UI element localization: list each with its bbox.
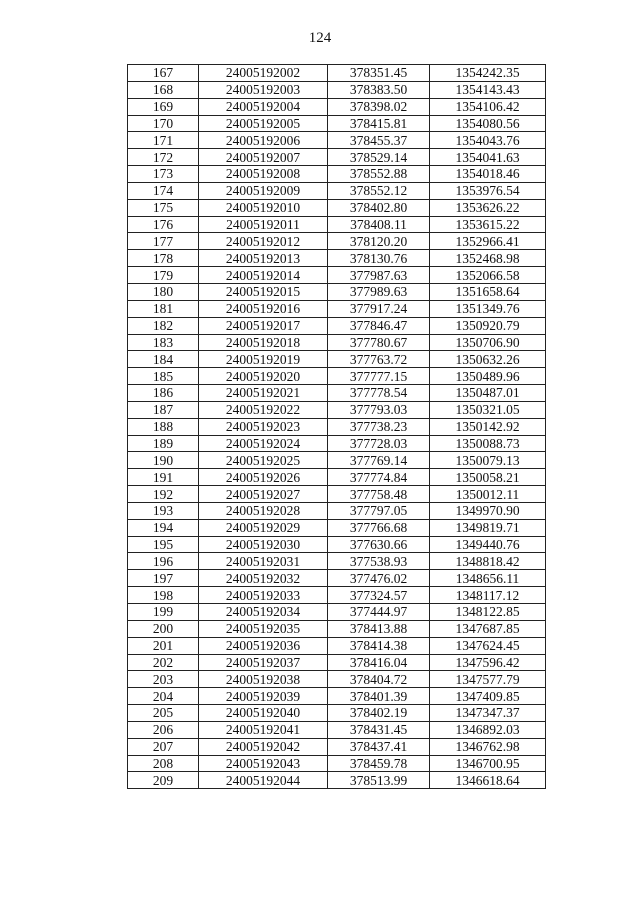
code-cell: 24005192013 [199,250,328,267]
x-coordinate-cell: 377769.14 [328,452,430,469]
x-coordinate-cell: 378402.19 [328,705,430,722]
x-coordinate-cell: 378513.99 [328,772,430,789]
row-number-cell: 200 [128,620,199,637]
row-number-cell: 195 [128,536,199,553]
x-coordinate-cell: 378404.72 [328,671,430,688]
y-coordinate-cell: 1354080.56 [430,115,546,132]
table-row [128,721,546,738]
x-coordinate-cell: 378120.20 [328,233,430,250]
code-cell: 24005192008 [199,166,328,183]
x-coordinate-cell: 377797.05 [328,502,430,519]
code-cell: 24005192003 [199,81,328,98]
row-number-cell: 196 [128,553,199,570]
code-cell: 24005192026 [199,469,328,486]
x-coordinate-cell: 377738.23 [328,418,430,435]
code-cell: 24005192036 [199,637,328,654]
code-cell: 24005192031 [199,553,328,570]
y-coordinate-cell: 1354018.46 [430,166,546,183]
row-number-cell: 201 [128,637,199,654]
x-coordinate-cell: 377793.03 [328,401,430,418]
table-row [128,98,546,115]
x-coordinate-cell: 377778.54 [328,385,430,402]
row-number-cell: 180 [128,283,199,300]
table-row [128,469,546,486]
row-number-cell: 191 [128,469,199,486]
y-coordinate-cell: 1350088.73 [430,435,546,452]
table-row [128,401,546,418]
x-coordinate-cell: 377917.24 [328,300,430,317]
row-number-cell: 199 [128,604,199,621]
y-coordinate-cell: 1349819.71 [430,519,546,536]
x-coordinate-cell: 378408.11 [328,216,430,233]
code-cell: 24005192032 [199,570,328,587]
x-coordinate-cell: 378413.88 [328,620,430,637]
x-coordinate-cell: 377766.68 [328,519,430,536]
y-coordinate-cell: 1346762.98 [430,738,546,755]
row-number-cell: 205 [128,705,199,722]
table-row [128,772,546,789]
row-number-cell: 185 [128,368,199,385]
table-row [128,267,546,284]
table-row [128,418,546,435]
code-cell: 24005192034 [199,604,328,621]
x-coordinate-cell: 378552.88 [328,166,430,183]
coordinates-table [127,64,546,789]
y-coordinate-cell: 1347409.85 [430,688,546,705]
row-number-cell: 173 [128,166,199,183]
table-row [128,166,546,183]
row-number-cell: 170 [128,115,199,132]
code-cell: 24005192006 [199,132,328,149]
row-number-cell: 202 [128,654,199,671]
x-coordinate-cell: 378455.37 [328,132,430,149]
y-coordinate-cell: 1350321.05 [430,401,546,418]
y-coordinate-cell: 1350012.11 [430,486,546,503]
code-cell: 24005192041 [199,721,328,738]
code-cell: 24005192009 [199,182,328,199]
table-row [128,637,546,654]
table-row [128,620,546,637]
code-cell: 24005192038 [199,671,328,688]
table-row [128,688,546,705]
code-cell: 24005192017 [199,317,328,334]
table-row [128,149,546,166]
x-coordinate-cell: 377728.03 [328,435,430,452]
y-coordinate-cell: 1353615.22 [430,216,546,233]
row-number-cell: 178 [128,250,199,267]
x-coordinate-cell: 377324.57 [328,587,430,604]
row-number-cell: 168 [128,81,199,98]
y-coordinate-cell: 1348656.11 [430,570,546,587]
x-coordinate-cell: 377774.84 [328,469,430,486]
x-coordinate-cell: 377987.63 [328,267,430,284]
x-coordinate-cell: 378459.78 [328,755,430,772]
code-cell: 24005192037 [199,654,328,671]
table-row [128,435,546,452]
row-number-cell: 189 [128,435,199,452]
x-coordinate-cell: 377780.67 [328,334,430,351]
row-number-cell: 190 [128,452,199,469]
row-number-cell: 171 [128,132,199,149]
code-cell: 24005192033 [199,587,328,604]
code-cell: 24005192022 [199,401,328,418]
y-coordinate-cell: 1347347.37 [430,705,546,722]
row-number-cell: 167 [128,65,199,82]
y-coordinate-cell: 1349970.90 [430,502,546,519]
x-coordinate-cell: 377758.48 [328,486,430,503]
table-row [128,654,546,671]
table-row [128,199,546,216]
code-cell: 24005192021 [199,385,328,402]
x-coordinate-cell: 378552.12 [328,182,430,199]
row-number-cell: 182 [128,317,199,334]
y-coordinate-cell: 1353976.54 [430,182,546,199]
y-coordinate-cell: 1347687.85 [430,620,546,637]
row-number-cell: 207 [128,738,199,755]
row-number-cell: 176 [128,216,199,233]
y-coordinate-cell: 1350706.90 [430,334,546,351]
x-coordinate-cell: 378401.39 [328,688,430,705]
code-cell: 24005192029 [199,519,328,536]
code-cell: 24005192012 [199,233,328,250]
table-row [128,283,546,300]
table-row [128,216,546,233]
row-number-cell: 192 [128,486,199,503]
y-coordinate-cell: 1350142.92 [430,418,546,435]
table-row [128,536,546,553]
y-coordinate-cell: 1348122.85 [430,604,546,621]
row-number-cell: 206 [128,721,199,738]
table-row [128,486,546,503]
code-cell: 24005192019 [199,351,328,368]
table-row [128,115,546,132]
table-row [128,452,546,469]
y-coordinate-cell: 1353626.22 [430,199,546,216]
code-cell: 24005192030 [199,536,328,553]
row-number-cell: 208 [128,755,199,772]
page-number: 124 [308,30,332,46]
y-coordinate-cell: 1352066.58 [430,267,546,284]
row-number-cell: 179 [128,267,199,284]
x-coordinate-cell: 377444.97 [328,604,430,621]
code-cell: 24005192002 [199,65,328,82]
code-cell: 24005192025 [199,452,328,469]
y-coordinate-cell: 1350079.13 [430,452,546,469]
row-number-cell: 187 [128,401,199,418]
table-row [128,755,546,772]
y-coordinate-cell: 1352966.41 [430,233,546,250]
row-number-cell: 209 [128,772,199,789]
row-number-cell: 194 [128,519,199,536]
table-row [128,570,546,587]
x-coordinate-cell: 378130.76 [328,250,430,267]
code-cell: 24005192028 [199,502,328,519]
table-row [128,705,546,722]
y-coordinate-cell: 1350920.79 [430,317,546,334]
table-row [128,368,546,385]
table-body [128,65,546,789]
code-cell: 24005192018 [199,334,328,351]
y-coordinate-cell: 1354143.43 [430,81,546,98]
code-cell: 24005192023 [199,418,328,435]
x-coordinate-cell: 377630.66 [328,536,430,553]
x-coordinate-cell: 378437.41 [328,738,430,755]
y-coordinate-cell: 1348818.42 [430,553,546,570]
row-number-cell: 204 [128,688,199,705]
y-coordinate-cell: 1351658.64 [430,283,546,300]
row-number-cell: 186 [128,385,199,402]
table-row [128,738,546,755]
x-coordinate-cell: 377538.93 [328,553,430,570]
table-row [128,587,546,604]
x-coordinate-cell: 378351.45 [328,65,430,82]
table-row [128,317,546,334]
table-row [128,519,546,536]
row-number-cell: 193 [128,502,199,519]
y-coordinate-cell: 1350058.21 [430,469,546,486]
y-coordinate-cell: 1349440.76 [430,536,546,553]
y-coordinate-cell: 1354242.35 [430,65,546,82]
y-coordinate-cell: 1354041.63 [430,149,546,166]
table-row [128,81,546,98]
table-row [128,334,546,351]
x-coordinate-cell: 378383.50 [328,81,430,98]
y-coordinate-cell: 1346892.03 [430,721,546,738]
code-cell: 24005192011 [199,216,328,233]
y-coordinate-cell: 1346700.95 [430,755,546,772]
table-row [128,182,546,199]
row-number-cell: 183 [128,334,199,351]
y-coordinate-cell: 1347577.79 [430,671,546,688]
y-coordinate-cell: 1350487.01 [430,385,546,402]
x-coordinate-cell: 378414.38 [328,637,430,654]
table-row [128,604,546,621]
row-number-cell: 174 [128,182,199,199]
code-cell: 24005192042 [199,738,328,755]
y-coordinate-cell: 1352468.98 [430,250,546,267]
x-coordinate-cell: 378415.81 [328,115,430,132]
x-coordinate-cell: 378402.80 [328,199,430,216]
x-coordinate-cell: 378431.45 [328,721,430,738]
code-cell: 24005192035 [199,620,328,637]
code-cell: 24005192004 [199,98,328,115]
code-cell: 24005192043 [199,755,328,772]
x-coordinate-cell: 377476.02 [328,570,430,587]
table-row [128,385,546,402]
y-coordinate-cell: 1354106.42 [430,98,546,115]
code-cell: 24005192014 [199,267,328,284]
row-number-cell: 172 [128,149,199,166]
row-number-cell: 181 [128,300,199,317]
x-coordinate-cell: 378416.04 [328,654,430,671]
table-row [128,250,546,267]
y-coordinate-cell: 1350632.26 [430,351,546,368]
row-number-cell: 184 [128,351,199,368]
code-cell: 24005192044 [199,772,328,789]
table-row [128,65,546,82]
row-number-cell: 203 [128,671,199,688]
y-coordinate-cell: 1348117.12 [430,587,546,604]
x-coordinate-cell: 377989.63 [328,283,430,300]
row-number-cell: 177 [128,233,199,250]
table-row [128,233,546,250]
code-cell: 24005192015 [199,283,328,300]
code-cell: 24005192005 [199,115,328,132]
code-cell: 24005192027 [199,486,328,503]
x-coordinate-cell: 377763.72 [328,351,430,368]
code-cell: 24005192039 [199,688,328,705]
y-coordinate-cell: 1346618.64 [430,772,546,789]
x-coordinate-cell: 377846.47 [328,317,430,334]
x-coordinate-cell: 377777.15 [328,368,430,385]
x-coordinate-cell: 378529.14 [328,149,430,166]
table-row [128,671,546,688]
table-row [128,553,546,570]
y-coordinate-cell: 1350489.96 [430,368,546,385]
row-number-cell: 188 [128,418,199,435]
code-cell: 24005192016 [199,300,328,317]
y-coordinate-cell: 1354043.76 [430,132,546,149]
code-cell: 24005192024 [199,435,328,452]
code-cell: 24005192020 [199,368,328,385]
code-cell: 24005192010 [199,199,328,216]
x-coordinate-cell: 378398.02 [328,98,430,115]
y-coordinate-cell: 1347624.45 [430,637,546,654]
row-number-cell: 169 [128,98,199,115]
y-coordinate-cell: 1351349.76 [430,300,546,317]
row-number-cell: 175 [128,199,199,216]
row-number-cell: 198 [128,587,199,604]
table-row [128,132,546,149]
table-row [128,351,546,368]
code-cell: 24005192007 [199,149,328,166]
row-number-cell: 197 [128,570,199,587]
code-cell: 24005192040 [199,705,328,722]
table-row [128,502,546,519]
table-row [128,300,546,317]
y-coordinate-cell: 1347596.42 [430,654,546,671]
